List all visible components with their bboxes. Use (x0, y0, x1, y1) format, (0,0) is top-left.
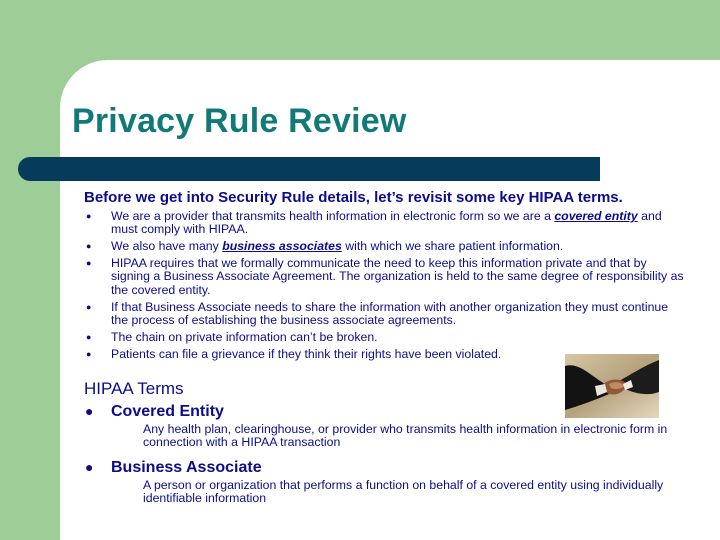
bullet-text: with which we share patient information. (341, 239, 564, 254)
bullet-business-associates (84, 240, 684, 253)
bullet-text: We are a provider that transmits health information in electronic form so we are a (111, 209, 555, 223)
bullet-continue-process (84, 301, 684, 328)
handshake-image (565, 354, 659, 418)
bullet-dot-icon: ● (86, 331, 92, 342)
term-definition: A person or organization that performs a function on behalf of a covered entity using individually identifiable information (143, 477, 664, 506)
bullet-dot-icon: ● (85, 458, 94, 475)
bullet-text: and must comply with HIPAA. (111, 209, 662, 237)
bullet-chain (84, 331, 684, 344)
bullet-list (84, 210, 684, 361)
bullet-covered-entity (84, 210, 684, 237)
slide-title: Privacy Rule Review (72, 102, 407, 140)
bullet-text: If that Business Associate needs to share the information with another organization they must continue the process of establishing the business associate agreements. (111, 299, 669, 328)
bullet-text: We also have many (111, 239, 223, 254)
bullet-dot-icon: ● (86, 301, 92, 312)
title-divider-bar (18, 157, 600, 181)
bullet-dot-icon: ● (86, 348, 92, 359)
bullet-text: HIPAA requires that we formally communicate the need to keep this information private and that by signing a Business Associate Agreement. The organization is held to the same degree of responsibility as the covered entity. (111, 256, 684, 297)
bullet-text: Patients can file a grievance if they think their rights have been violated. (111, 346, 502, 361)
bullet-dot-icon: ● (85, 403, 94, 420)
bullet-text: The chain on private information can’t be broken. (111, 329, 378, 344)
bullet-dot-icon: ● (86, 258, 92, 268)
bullet-dot-icon: ● (86, 211, 92, 221)
intro-text: Before we get into Security Rule details, let’s revisit some key HIPAA terms. (84, 189, 623, 206)
bullet-agreement (84, 257, 684, 297)
term-name: Business Associate (111, 458, 262, 476)
term-name: Covered Entity (111, 403, 224, 421)
business-associates-emphasis: business associates (222, 239, 342, 254)
slide-body (84, 190, 684, 514)
terms-heading: HIPAA Terms (84, 379, 184, 399)
bullet-dot-icon: ● (86, 241, 92, 252)
term-definition: Any health plan, clearinghouse, or provider who transmits health information in electronic form in connection with a HIPAA transaction (143, 422, 668, 450)
covered-entity-emphasis: covered entity (554, 209, 638, 223)
term-business-associate (84, 458, 684, 477)
